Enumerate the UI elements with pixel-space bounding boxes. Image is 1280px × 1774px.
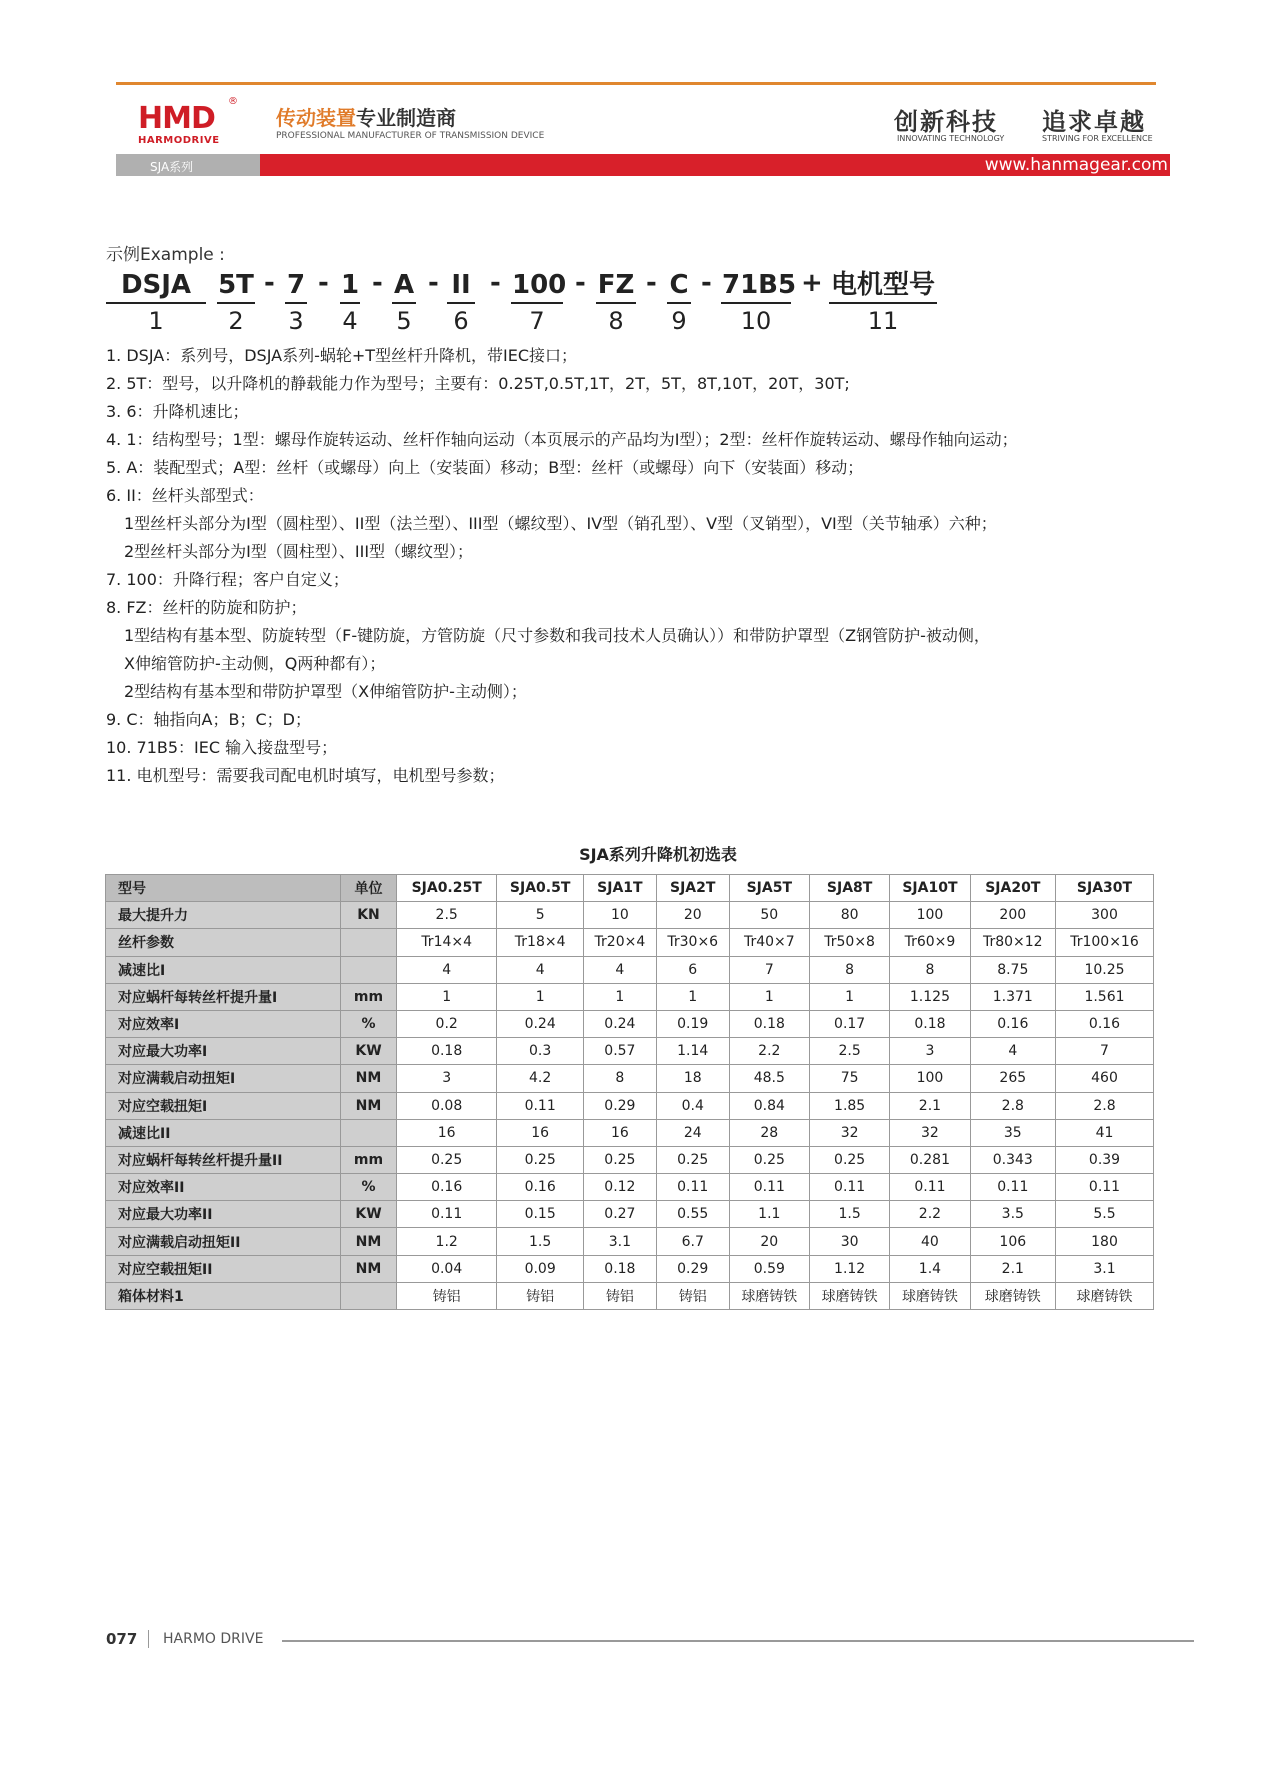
- value-cell: 0.25: [729, 1146, 809, 1173]
- desc-line: 5. A：装配型式；A型：丝杆（或螺母）向上（安装面）移动；B型：丝杆（或螺母）向下（安装面）移动；: [106, 458, 864, 477]
- value-cell: 0.27: [583, 1201, 656, 1228]
- unit-cell: [341, 956, 397, 983]
- value-cell: 0.39: [1055, 1146, 1153, 1173]
- value-cell: 3: [890, 1038, 970, 1065]
- header-cell: SJA5T: [729, 875, 809, 902]
- row-label-cell: 对应效率I: [106, 1010, 341, 1037]
- value-cell: 6.7: [656, 1228, 729, 1255]
- code-part-protection: FZ 8: [597, 270, 635, 335]
- code-part-iec: 71B5 10: [722, 270, 797, 335]
- row-label-cell: 减速比II: [106, 1119, 341, 1146]
- desc-line: 6. II：丝杆头部型式：: [106, 486, 264, 505]
- value-cell: 1: [809, 983, 889, 1010]
- value-cell: 8.75: [970, 956, 1055, 983]
- value-cell: 10.25: [1055, 956, 1153, 983]
- value-cell: 16: [497, 1119, 584, 1146]
- value-cell: 4: [497, 956, 584, 983]
- value-cell: 球磨铸铁: [890, 1282, 970, 1309]
- value-cell: 300: [1055, 902, 1153, 929]
- value-cell: 4: [583, 956, 656, 983]
- value-cell: Tr50×8: [809, 929, 889, 956]
- value-cell: 28: [729, 1119, 809, 1146]
- value-cell: 1: [656, 983, 729, 1010]
- row-label-cell: 减速比I: [106, 956, 341, 983]
- value-cell: 0.2: [397, 1010, 497, 1037]
- value-cell: 18: [656, 1065, 729, 1092]
- value-cell: 0.4: [656, 1092, 729, 1119]
- value-cell: 0.57: [583, 1038, 656, 1065]
- value-cell: 0.11: [809, 1174, 889, 1201]
- tagline-en: PROFESSIONAL MANUFACTURER OF TRANSMISSION DEVICE: [276, 131, 545, 141]
- code-separator: -: [575, 268, 586, 298]
- value-cell: 0.281: [890, 1146, 970, 1173]
- code-plus: +: [801, 268, 823, 298]
- code-part-shaft: C 9: [667, 270, 691, 338]
- code-separator: -: [372, 268, 383, 298]
- value-cell: 50: [729, 902, 809, 929]
- value-cell: 0.12: [583, 1174, 656, 1201]
- table-row: [106, 1010, 1154, 1037]
- desc-line: 2型丝杆头部分为I型（圆柱型）、III型（螺纹型）；: [124, 542, 474, 561]
- value-cell: 24: [656, 1119, 729, 1146]
- value-cell: 20: [729, 1228, 809, 1255]
- value-cell: 265: [970, 1065, 1055, 1092]
- value-cell: Tr20×4: [583, 929, 656, 956]
- footer-brand: HARMO DRIVE: [163, 1631, 264, 1647]
- value-cell: 0.17: [809, 1010, 889, 1037]
- value-cell: 7: [729, 956, 809, 983]
- selection-table: [105, 874, 1154, 1310]
- value-cell: 16: [397, 1119, 497, 1146]
- value-cell: 0.11: [1055, 1174, 1153, 1201]
- value-cell: 1.4: [890, 1255, 970, 1282]
- header-cell: SJA10T: [890, 875, 970, 902]
- value-cell: 铸铝: [583, 1282, 656, 1309]
- unit-cell: %: [341, 1174, 397, 1201]
- value-cell: 0.3: [497, 1038, 584, 1065]
- value-cell: 0.11: [890, 1174, 970, 1201]
- value-cell: 0.16: [497, 1174, 584, 1201]
- row-label-cell: 丝杆参数: [106, 929, 341, 956]
- row-label-cell: 对应最大功率I: [106, 1038, 341, 1065]
- value-cell: 5: [497, 902, 584, 929]
- value-cell: 球磨铸铁: [809, 1282, 889, 1309]
- value-cell: 0.18: [397, 1038, 497, 1065]
- value-cell: 0.29: [656, 1255, 729, 1282]
- value-cell: 0.25: [397, 1146, 497, 1173]
- desc-line: 1型结构有基本型、防旋转型（F-键防旋，方管防旋（尺寸参数和我司技术人员确认））和带防护罩型（Z钢管防护-被动侧，: [124, 626, 990, 645]
- value-cell: 80: [809, 902, 889, 929]
- value-cell: 0.11: [397, 1201, 497, 1228]
- value-cell: 0.11: [497, 1092, 584, 1119]
- code-separator: -: [428, 268, 439, 298]
- value-cell: Tr40×7: [729, 929, 809, 956]
- value-cell: 106: [970, 1228, 1055, 1255]
- row-label-cell: 对应满载启动扭矩II: [106, 1228, 341, 1255]
- series-label: SJA系列: [150, 160, 194, 174]
- value-cell: 100: [890, 1065, 970, 1092]
- code-part-stroke: 100 7: [512, 270, 567, 335]
- company-logo-subtext: HARMODRIVE: [138, 135, 220, 146]
- value-cell: 0.24: [583, 1010, 656, 1037]
- code-part-head: II 6: [447, 270, 475, 338]
- table-row: [106, 1201, 1154, 1228]
- value-cell: 0.04: [397, 1255, 497, 1282]
- value-cell: 0.11: [729, 1174, 809, 1201]
- desc-line: 8. FZ：丝杆的防旋和防护；: [106, 598, 307, 617]
- unit-cell: %: [341, 1010, 397, 1037]
- value-cell: 3.1: [1055, 1255, 1153, 1282]
- desc-line: 4. 1：结构型号；1型：螺母作旋转运动、丝杆作轴向运动（本页展示的产品均为I型）；2型：丝杆作旋转运动、螺母作轴向运动；: [106, 430, 1018, 449]
- unit-cell: KN: [341, 902, 397, 929]
- table-row: [106, 956, 1154, 983]
- value-cell: 48.5: [729, 1065, 809, 1092]
- table-row: [106, 1255, 1154, 1282]
- footer-rule: [282, 1640, 1194, 1642]
- desc-line: 9. C：轴指向A；B；C；D；: [106, 710, 311, 729]
- value-cell: 0.18: [890, 1010, 970, 1037]
- value-cell: 8: [583, 1065, 656, 1092]
- value-cell: 20: [656, 902, 729, 929]
- value-cell: Tr18×4: [497, 929, 584, 956]
- value-cell: 8: [890, 956, 970, 983]
- value-cell: Tr80×12: [970, 929, 1055, 956]
- website-link[interactable]: www.hanmagear.com: [984, 155, 1168, 175]
- value-cell: 3.1: [583, 1228, 656, 1255]
- value-cell: 4: [970, 1038, 1055, 1065]
- value-cell: 0.15: [497, 1201, 584, 1228]
- row-label-cell: 对应空载扭矩I: [106, 1092, 341, 1119]
- value-cell: 3: [397, 1065, 497, 1092]
- value-cell: 2.2: [729, 1038, 809, 1065]
- table-row: [106, 1092, 1154, 1119]
- example-label: 示例Example :: [106, 245, 225, 265]
- row-label-cell: 对应蜗杆每转丝杆提升量I: [106, 983, 341, 1010]
- code-part-structure: 1 4: [341, 270, 360, 335]
- value-cell: 0.59: [729, 1255, 809, 1282]
- unit-cell: mm: [341, 983, 397, 1010]
- value-cell: 1.2: [397, 1228, 497, 1255]
- value-cell: 10: [583, 902, 656, 929]
- value-cell: 40: [890, 1228, 970, 1255]
- table-row: [106, 1038, 1154, 1065]
- row-label-cell: 对应蜗杆每转丝杆提升量II: [106, 1146, 341, 1173]
- value-cell: 75: [809, 1065, 889, 1092]
- value-cell: 41: [1055, 1119, 1153, 1146]
- value-cell: 8: [809, 956, 889, 983]
- table-row: [106, 1119, 1154, 1146]
- header-cell: SJA2T: [656, 875, 729, 902]
- value-cell: 1.5: [497, 1228, 584, 1255]
- value-cell: 0.84: [729, 1092, 809, 1119]
- company-logo: HMD: [138, 101, 215, 136]
- unit-cell: [341, 929, 397, 956]
- tagline-cn: 传动装置专业制造商: [276, 106, 456, 130]
- unit-cell: NM: [341, 1228, 397, 1255]
- value-cell: 0.25: [583, 1146, 656, 1173]
- slogan-striving: 追求卓越: [1042, 107, 1146, 136]
- table-row: [106, 983, 1154, 1010]
- value-cell: 200: [970, 902, 1055, 929]
- value-cell: 180: [1055, 1228, 1153, 1255]
- value-cell: 0.25: [497, 1146, 584, 1173]
- header-cell: SJA20T: [970, 875, 1055, 902]
- value-cell: 0.25: [656, 1146, 729, 1173]
- value-cell: 6: [656, 956, 729, 983]
- unit-cell: NM: [341, 1092, 397, 1119]
- code-part-ratio: 7 3: [286, 270, 306, 335]
- desc-line: 2. 5T：型号，以升降机的静载能力作为型号；主要有：0.25T,0.5T,1T，2T，5T，8T,10T，20T，30T;: [106, 374, 850, 393]
- unit-cell: [341, 1119, 397, 1146]
- value-cell: 32: [809, 1119, 889, 1146]
- slogan-striving-en: STRIVING FOR EXCELLENCE: [1042, 134, 1153, 143]
- value-cell: 1: [583, 983, 656, 1010]
- value-cell: 0.11: [970, 1174, 1055, 1201]
- slogan-innovating-en: INNOVATING TECHNOLOGY: [897, 134, 1005, 143]
- header-cell: SJA30T: [1055, 875, 1153, 902]
- value-cell: Tr30×6: [656, 929, 729, 956]
- row-label-cell: 对应满载启动扭矩I: [106, 1065, 341, 1092]
- unit-cell: [341, 1282, 397, 1309]
- row-label-cell: 箱体材料1: [106, 1282, 341, 1309]
- desc-line: 11. 电机型号：需要我司配电机时填写，电机型号参数；: [106, 766, 505, 785]
- value-cell: 2.1: [890, 1092, 970, 1119]
- value-cell: 5.5: [1055, 1201, 1153, 1228]
- value-cell: 0.18: [729, 1010, 809, 1037]
- code-part-assembly: A 5: [393, 270, 415, 335]
- value-cell: 100: [890, 902, 970, 929]
- code-part-model: 5T 2: [218, 270, 254, 335]
- value-cell: 1.371: [970, 983, 1055, 1010]
- value-cell: 2.8: [1055, 1092, 1153, 1119]
- value-cell: 2.2: [890, 1201, 970, 1228]
- desc-line: 10. 71B5：IEC 输入接盘型号；: [106, 738, 338, 757]
- code-separator: -: [318, 268, 329, 298]
- value-cell: 铸铝: [656, 1282, 729, 1309]
- value-cell: 1.5: [809, 1201, 889, 1228]
- table-row: [106, 1228, 1154, 1255]
- value-cell: 4: [397, 956, 497, 983]
- table-row: [106, 1282, 1154, 1309]
- page-number: 077: [106, 1630, 138, 1648]
- header-cell: SJA8T: [809, 875, 889, 902]
- footer-divider: [148, 1630, 149, 1648]
- row-label-cell: 对应效率II: [106, 1174, 341, 1201]
- desc-line: X伸缩管防护-主动侧，Q两种都有）；: [124, 654, 386, 673]
- table-row: [106, 1174, 1154, 1201]
- code-separator: -: [490, 268, 501, 298]
- value-cell: 2.1: [970, 1255, 1055, 1282]
- unit-cell: NM: [341, 1255, 397, 1282]
- code-separator: -: [646, 268, 657, 298]
- header-cell: SJA0.25T: [397, 875, 497, 902]
- registered-mark-icon: ®: [228, 96, 238, 107]
- unit-cell: NM: [341, 1065, 397, 1092]
- value-cell: 3.5: [970, 1201, 1055, 1228]
- value-cell: 0.24: [497, 1010, 584, 1037]
- value-cell: 1.125: [890, 983, 970, 1010]
- desc-line: 1. DSJA：系列号，DSJA系列-蜗轮+T型丝杆升降机，带IEC接口；: [106, 346, 578, 365]
- desc-line: 7. 100：升降行程；客户自定义；: [106, 570, 349, 589]
- value-cell: 1.85: [809, 1092, 889, 1119]
- value-cell: 0.16: [397, 1174, 497, 1201]
- value-cell: 1: [729, 983, 809, 1010]
- value-cell: 1.1: [729, 1201, 809, 1228]
- value-cell: 0.18: [583, 1255, 656, 1282]
- desc-line: 3. 6：升降机速比；: [106, 402, 249, 421]
- value-cell: 球磨铸铁: [729, 1282, 809, 1309]
- value-cell: 球磨铸铁: [1055, 1282, 1153, 1309]
- code-part-series: DSJA 1: [106, 270, 206, 338]
- value-cell: 16: [583, 1119, 656, 1146]
- value-cell: 0.08: [397, 1092, 497, 1119]
- desc-line: 1型丝杆头部分为I型（圆柱型）、II型（法兰型）、III型（螺纹型）、IV型（销孔型）、V型（叉销型），VI型（关节轴承）六种；: [124, 514, 997, 533]
- value-cell: 1: [397, 983, 497, 1010]
- code-part-motor: 电机型号 11: [830, 270, 935, 335]
- value-cell: 1.561: [1055, 983, 1153, 1010]
- value-cell: 球磨铸铁: [970, 1282, 1055, 1309]
- value-cell: 0.19: [656, 1010, 729, 1037]
- value-cell: 0.09: [497, 1255, 584, 1282]
- value-cell: 2.5: [809, 1038, 889, 1065]
- row-label-cell: 对应空载扭矩II: [106, 1255, 341, 1282]
- value-cell: 4.2: [497, 1065, 584, 1092]
- value-cell: 铸铝: [397, 1282, 497, 1309]
- value-cell: Tr60×9: [890, 929, 970, 956]
- value-cell: 460: [1055, 1065, 1153, 1092]
- value-cell: 1.14: [656, 1038, 729, 1065]
- value-cell: 0.11: [656, 1174, 729, 1201]
- code-separator: -: [701, 268, 712, 298]
- desc-line: 2型结构有基本型和带防护罩型（X伸缩管防护-主动侧）；: [124, 682, 527, 701]
- value-cell: 30: [809, 1228, 889, 1255]
- value-cell: 0.55: [656, 1201, 729, 1228]
- table-row: [106, 902, 1154, 929]
- table-row: [106, 1065, 1154, 1092]
- value-cell: 2.5: [397, 902, 497, 929]
- value-cell: 0.343: [970, 1146, 1055, 1173]
- value-cell: 铸铝: [497, 1282, 584, 1309]
- header-cell: 单位: [341, 875, 397, 902]
- value-cell: 0.16: [970, 1010, 1055, 1037]
- unit-cell: KW: [341, 1038, 397, 1065]
- value-cell: 0.29: [583, 1092, 656, 1119]
- header-cell: 型号: [106, 875, 341, 902]
- row-label-cell: 最大提升力: [106, 902, 341, 929]
- table-row: [106, 1146, 1154, 1173]
- header-top-rule: [116, 82, 1156, 85]
- value-cell: 1: [497, 983, 584, 1010]
- value-cell: 35: [970, 1119, 1055, 1146]
- table-row: [106, 929, 1154, 956]
- value-cell: Tr14×4: [397, 929, 497, 956]
- value-cell: 2.8: [970, 1092, 1055, 1119]
- header-cell: SJA1T: [583, 875, 656, 902]
- value-cell: 32: [890, 1119, 970, 1146]
- value-cell: Tr100×16: [1055, 929, 1153, 956]
- code-separator: -: [264, 268, 275, 298]
- unit-cell: mm: [341, 1146, 397, 1173]
- table-header-row: [106, 875, 1154, 902]
- value-cell: 1.12: [809, 1255, 889, 1282]
- slogan-innovating: 创新科技: [894, 107, 998, 136]
- value-cell: 0.25: [809, 1146, 889, 1173]
- value-cell: 0.16: [1055, 1010, 1153, 1037]
- row-label-cell: 对应最大功率II: [106, 1201, 341, 1228]
- value-cell: 7: [1055, 1038, 1153, 1065]
- header-cell: SJA0.5T: [497, 875, 584, 902]
- unit-cell: KW: [341, 1201, 397, 1228]
- table-title: SJA系列升降机初选表: [579, 845, 737, 864]
